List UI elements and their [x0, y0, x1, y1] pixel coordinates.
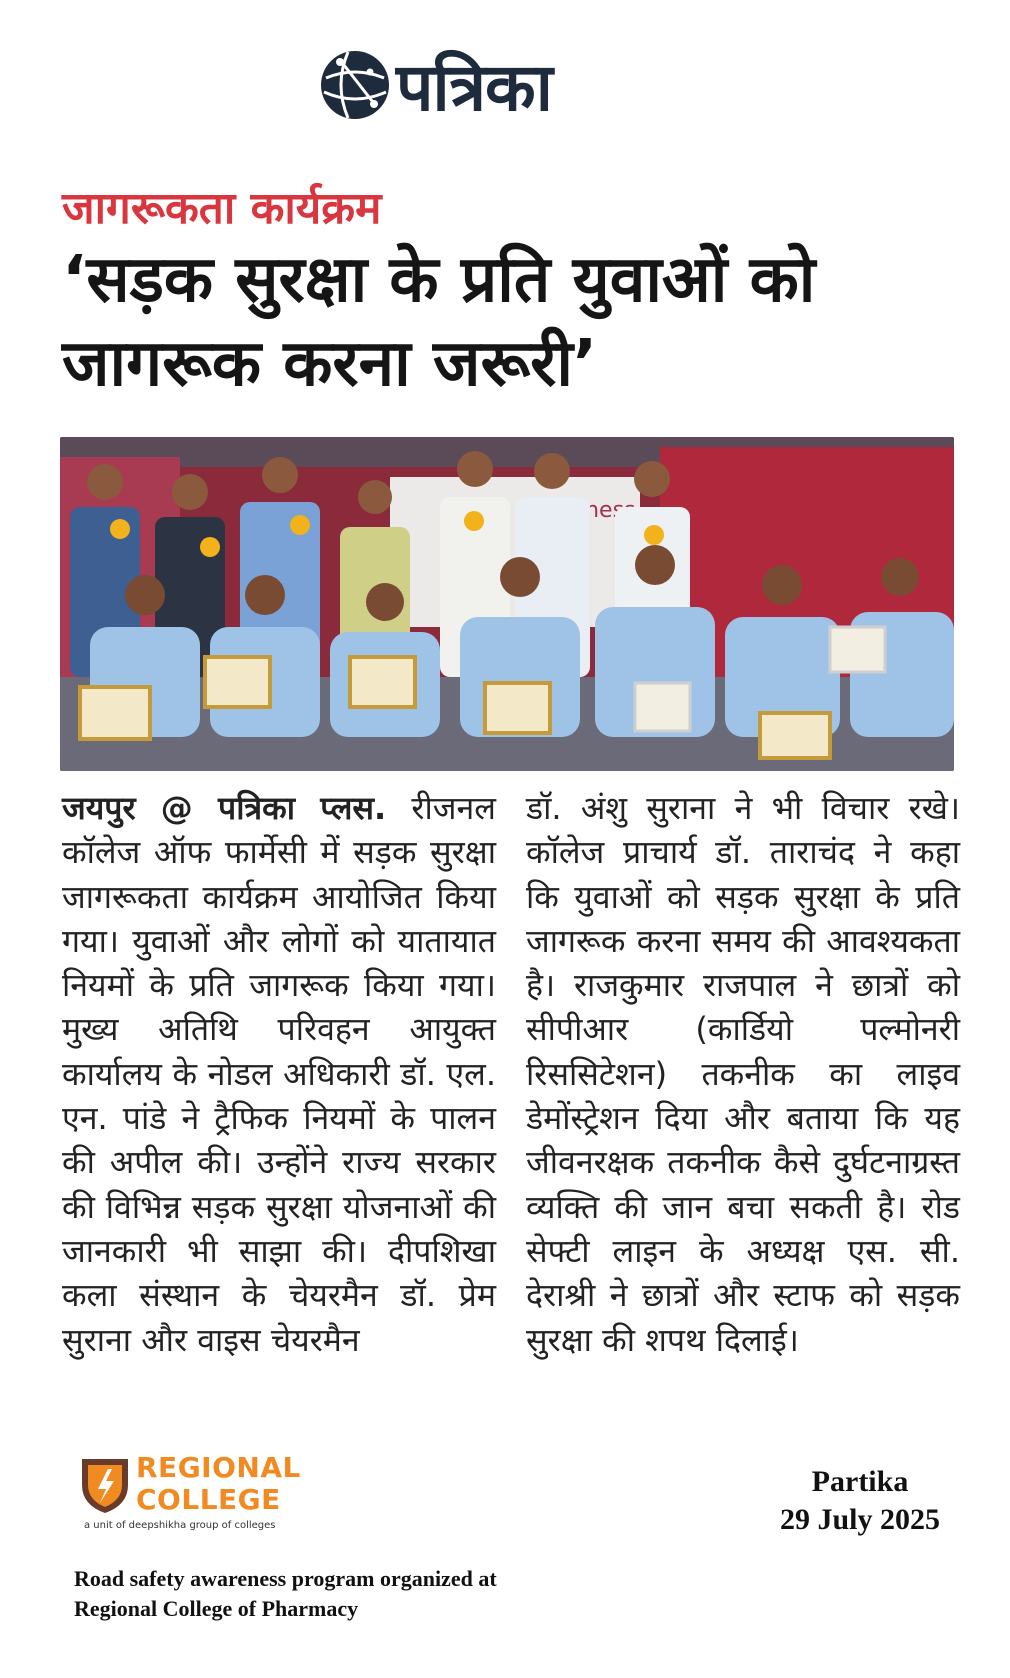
article-dateline: जयपुर @ पत्रिका प्लस. — [62, 789, 412, 827]
college-tagline: a unit of deepshikha group of colleges — [84, 1520, 276, 1531]
caption-line2: Regional College of Pharmacy — [74, 1596, 359, 1621]
newspaper-name: पत्रिका — [396, 49, 552, 126]
source-date: 29 July 2025 — [779, 1503, 941, 1536]
newspaper-masthead — [318, 42, 588, 128]
article-text-left: रीजनल कॉलेज ऑफ फार्मेसी में सड़क सुरक्षा जागरूकता कार्यक्रम आयोजित किया गया। युवाओं और लोगों को यातायात नियमों के प्रति जागरूक किया गया। मुख्य अतिथि परिवहन आयुक्त कार्यालय के नोडल अधिकारी डॉ. एल. एन. पांडे ने ट्रैफिक नियमों के पालन की अपील की। उन्होंने राज्य सरकार की विभिन्न सड़क सुरक्षा योजनाओं की जानकारी भी साझा की। दीपशिखा कला संस्थान के चेयरमैन डॉ. प्रेम सुराना और वाइस चेयरमैन — [62, 789, 496, 1359]
article-body-right — [526, 786, 960, 1362]
caption — [74, 1564, 674, 1624]
source-block — [740, 1463, 980, 1539]
article-body-left — [62, 786, 496, 1362]
globe-logo-icon — [318, 48, 392, 122]
article-kicker: जागरूकता कार्यक्रम — [62, 183, 382, 234]
event-photo — [60, 437, 954, 771]
source-name: Partika — [811, 1465, 909, 1498]
college-logo — [78, 1452, 318, 1544]
article-headline: ‘सड़क सुरक्षा के प्रति युवाओं को जागरूक करना जरूरी’ — [62, 243, 816, 401]
college-name-line1: REGIONAL — [136, 1451, 301, 1484]
caption-line1: Road safety awareness program organized at — [74, 1566, 497, 1591]
college-name — [136, 1452, 301, 1516]
article-text-right: डॉ. अंशु सुराना ने भी विचार रखे। कॉलेज प्राचार्य डॉ. ताराचंद ने कहा कि युवाओं को सड़क सुरक्षा के प्रति जागरूक करना समय की आवश्यकता है। राजकुमार राजपाल ने छात्रों को सीपीआर (कार्डियो पल्मोनरी रिससिटेशन) तकनीक का लाइव डेमोंस्ट्रेशन दिया और बताया कि यह जीवनरक्षक तकनीक कैसे दुर्घटनाग्रस्त व्यक्ति की जान बचा सकती है। रोड सेफ्टी लाइन के अध्यक्ष एस. सी. देराश्री ने छात्रों और स्टाफ को सड़क सुरक्षा की शपथ दिलाई। — [526, 789, 960, 1359]
college-shield-icon — [78, 1455, 132, 1515]
college-name-line2: COLLEGE — [136, 1483, 281, 1516]
